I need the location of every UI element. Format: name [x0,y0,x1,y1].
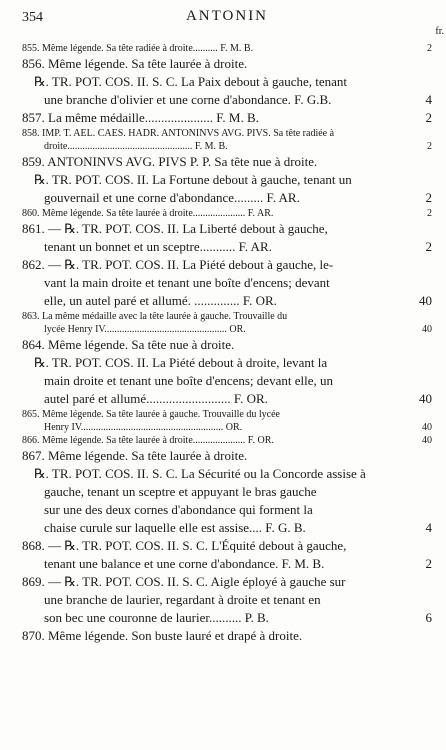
catalog-entry [22,408,432,434]
running-head: ANTONIN [185,8,269,24]
catalog-entry [22,256,432,310]
entry-line: 863. La même médaille avec la tête laurée à gauche. Trouvaille du [22,311,288,322]
entry-line: tenant une balance et une corne d'abondance. F. M. B. [44,556,325,571]
entry-price: 40 [422,422,432,433]
page-header [22,6,432,28]
entry-price: 4 [425,92,432,107]
catalog-entry [22,207,432,220]
catalog-entry [22,73,432,109]
entry-line: son bec une couronne de laurier.......... P. B. [44,610,269,625]
entry-line: 870. Même légende. Son buste lauré et drapé à droite. [22,628,303,643]
entries-list [22,42,432,645]
entry-line: 862. — ℞. TR. POT. COS. II. La Piété debout à gauche, le- [22,257,334,272]
entry-price: 40 [419,293,432,308]
catalog-entry [22,434,432,447]
catalog-entry [22,55,432,73]
entry-line: ℞. TR. POT. COS. II. S. C. La Sécurité ou la Concorde assise à [34,466,366,481]
entry-line: lycée Henry IV................................................. OR. [44,324,246,335]
catalog-entry [22,354,432,408]
entry-price: 4 [425,520,432,535]
entry-line: 866. Même légende. Sa tête laurée à droite..................... F. OR. [22,435,274,446]
entry-line: 856. Même légende. Sa tête laurée à droite. [22,56,248,71]
entry-line: gouvernail et une corne d'abondance......... F. AR. [44,190,300,205]
entry-price: 40 [422,435,432,446]
catalog-entry [22,627,432,645]
entry-line: ℞. TR. POT. COS. II. La Piété debout à droite, levant la [34,355,328,370]
catalog-entry [22,336,432,354]
entry-line: gauche, tenant un sceptre et appuyant le bras gauche [44,484,317,499]
entry-price: 2 [425,190,432,205]
entry-line: 868. — ℞. TR. POT. COS. II. S. C. L'Équité debout à gauche, [22,538,347,553]
entry-line: Henry IV......................................................... OR. [44,422,243,433]
entry-line: tenant un bonnet et un sceptre........... F. AR. [44,239,272,254]
catalog-entry [22,573,432,627]
entry-price: 2 [427,43,432,54]
catalog-entry [22,310,432,336]
catalog-entry [22,447,432,465]
entry-line: main droite et tenant une boîte d'encens; devant elle, un [44,373,333,388]
entry-line: droite.................................................. F. M. B. [44,141,228,152]
entry-line: 858. IMP. T. AEL. CAES. HADR. ANTONINVS AVG. PIVS. Sa tête radiée à [22,128,335,139]
entry-price: 2 [425,239,432,254]
entry-price: 2 [425,556,432,571]
catalog-entry [22,220,432,256]
entry-line: 865. Même légende. Sa tête laurée à gauche. Trouvaille du lycée [22,409,280,420]
catalog-entry [22,171,432,207]
entry-price: 6 [425,610,432,625]
catalog-entry [22,465,432,537]
entry-price: 40 [422,324,432,335]
entry-line: une branche de laurier, regardant à droite et tenant en [44,592,321,607]
catalog-entry [22,153,432,171]
entry-price: 2 [427,208,432,219]
catalog-entry [22,537,432,573]
entry-line: elle, un autel paré et allumé. .............. F. OR. [44,293,277,308]
entry-line: vant la main droite et tenant une boîte d'encens; devant [44,275,330,290]
entry-line: ℞. TR. POT. COS. II. La Fortune debout à gauche, tenant un [34,172,352,187]
entry-line: 861. — ℞. TR. POT. COS. II. La Liberté debout à gauche, [22,221,328,236]
entry-line: une branche d'olivier et une corne d'abondance. F. G.B. [44,92,332,107]
entry-line: 859. ANTONINVS AVG. PIVS P. P. Sa tête nue à droite. [22,154,318,169]
entry-line: 860. Même légende. Sa tête laurée à droite..................... F. AR. [22,208,274,219]
entry-line: 867. Même légende. Sa tête laurée à droite. [22,448,248,463]
entry-line: 855. Même légende. Sa tête radiée à droite.......... F. M. B. [22,43,254,54]
entry-line: ℞. TR. POT. COS. II. S. C. La Paix debout à gauche, tenant [34,74,348,89]
entry-price: 2 [425,110,432,125]
page-number: 354 [22,10,43,25]
entry-line: 857. La même médaille..................... F. M. B. [22,110,259,125]
entry-line: autel paré et allumé.......................... F. OR. [44,391,268,406]
catalog-entry [22,42,432,55]
entry-price: 2 [427,141,432,152]
entry-line: 869. — ℞. TR. POT. COS. II. S. C. Aigle éployé à gauche sur [22,574,346,589]
catalog-entry [22,109,432,127]
catalog-entry [22,127,432,153]
entry-line: 864. Même légende. Sa tête nue à droite. [22,337,235,352]
currency-label: fr. [435,26,444,37]
entry-price: 40 [419,391,432,406]
entry-line: sur une des deux cornes d'abondance qui forment la [44,502,313,517]
entry-line: chaise curule sur laquelle elle est assise.... F. G. B. [44,520,306,535]
